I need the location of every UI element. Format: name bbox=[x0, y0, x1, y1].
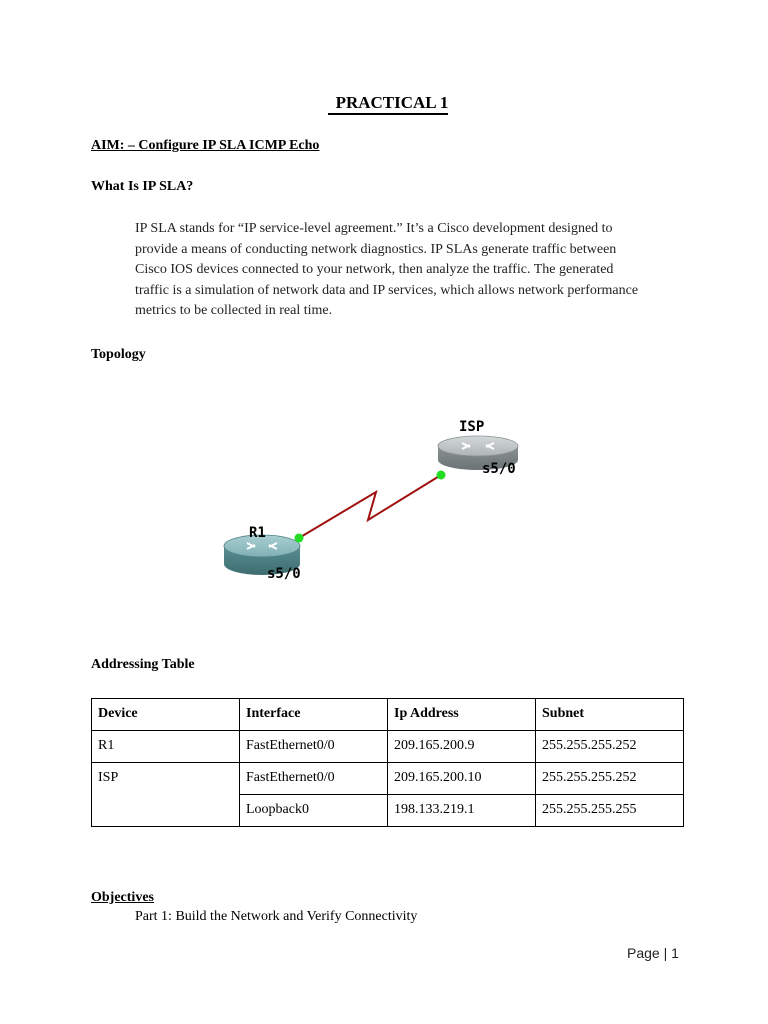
isp-router bbox=[438, 419, 518, 477]
cell-subnet: 255.255.255.252 bbox=[536, 763, 684, 795]
paragraph-line: traffic is a simulation of network data and IP services, which allows network performance bbox=[135, 282, 639, 298]
isp-port-label: s5/0 bbox=[482, 461, 516, 477]
cell-interface: Loopback0 bbox=[240, 795, 388, 827]
objectives-heading: Objectives bbox=[91, 890, 154, 905]
aim-heading: AIM: – Configure IP SLA ICMP Echo bbox=[91, 138, 320, 153]
cell-interface: FastEthernet0/0 bbox=[240, 763, 388, 795]
serial-link bbox=[299, 475, 441, 538]
page-title: PRACTICAL 1 bbox=[0, 93, 768, 113]
topology-diagram bbox=[200, 400, 560, 600]
cell-ip: 209.165.200.9 bbox=[388, 731, 536, 763]
addressing-heading: Addressing Table bbox=[91, 657, 195, 672]
cell-device: R1 bbox=[92, 731, 240, 763]
addressing-table bbox=[91, 698, 684, 827]
r1-port-label: s5/0 bbox=[267, 566, 301, 582]
r1-label: R1 bbox=[249, 525, 266, 541]
col-header-ip: Ip Address bbox=[388, 699, 536, 731]
col-header-device: Device bbox=[92, 699, 240, 731]
paragraph-line: IP SLA stands for “IP service-level agreement.” It’s a Cisco development designed to bbox=[135, 221, 613, 236]
cell-subnet: 255.255.255.252 bbox=[536, 731, 684, 763]
col-header-interface: Interface bbox=[240, 699, 388, 731]
r1-port-indicator bbox=[295, 534, 304, 543]
isp-port-indicator bbox=[437, 471, 446, 480]
paragraph-line: metrics to be collected in real time. bbox=[135, 303, 333, 318]
cell-ip: 209.165.200.10 bbox=[388, 763, 536, 795]
table-row bbox=[92, 763, 684, 795]
table-row bbox=[92, 731, 684, 763]
page-number: Page | 1 bbox=[627, 945, 679, 961]
isp-label: ISP bbox=[459, 419, 485, 435]
r1-router bbox=[224, 525, 301, 582]
cell-subnet: 255.255.255.255 bbox=[536, 795, 684, 827]
cell-interface: FastEthernet0/0 bbox=[240, 731, 388, 763]
cell-device: ISP bbox=[92, 763, 240, 827]
part1-text: Part 1: Build the Network and Verify Connectivity bbox=[135, 909, 418, 924]
paragraph-line: provide a means of conducting network diagnostics. IP SLAs generate traffic between bbox=[135, 241, 617, 257]
what-is-paragraph bbox=[135, 219, 680, 322]
cell-ip: 198.133.219.1 bbox=[388, 795, 536, 827]
table-header-row bbox=[92, 699, 684, 731]
topology-heading: Topology bbox=[91, 347, 146, 362]
paragraph-line: Cisco IOS devices connected to your network, then analyze the traffic. The generated bbox=[135, 262, 614, 277]
what-is-heading: What Is IP SLA? bbox=[91, 179, 194, 194]
col-header-subnet: Subnet bbox=[536, 699, 684, 731]
